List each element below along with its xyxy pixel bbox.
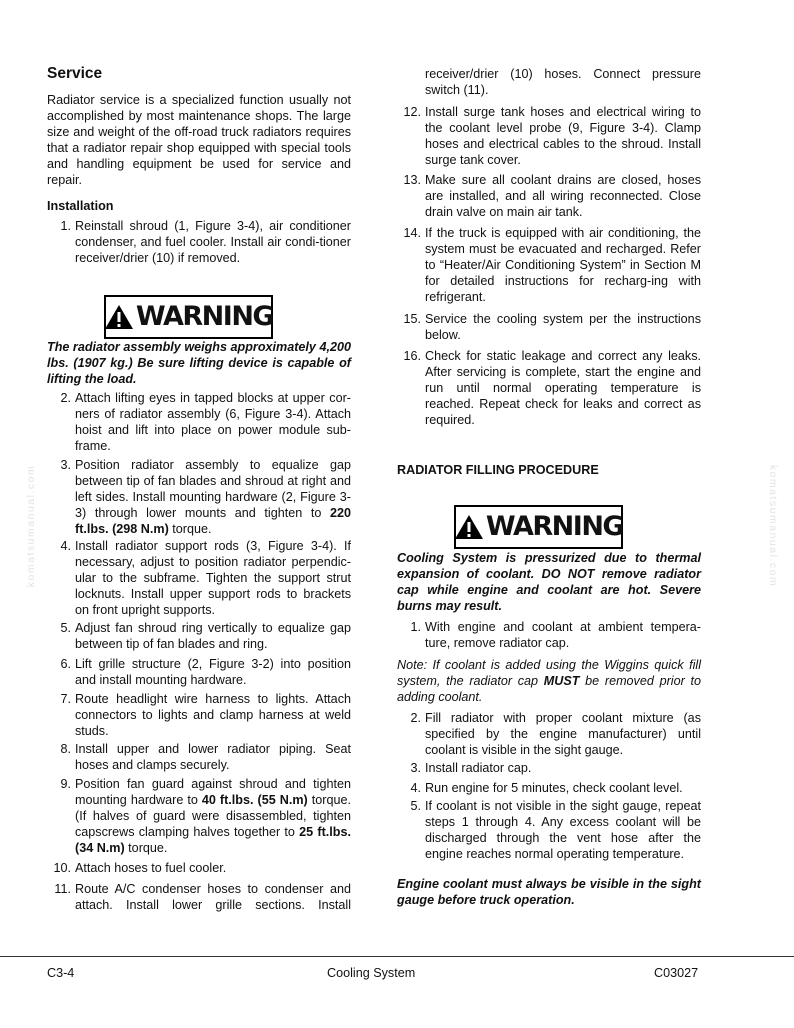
step-text: Install surge tank hoses and electrical wiring to the coolant level probe (9, Figure 3-4). Clamp hoses and electrical cables to the shroud. Install surge tank cover. bbox=[425, 105, 701, 167]
step-text: Service the cooling system per the instructions below. bbox=[425, 312, 701, 342]
step-2 bbox=[60, 390, 351, 454]
step-number: 10. bbox=[53, 861, 71, 875]
fill-step-4 bbox=[410, 780, 701, 796]
step-text-end: torque. bbox=[168, 522, 212, 536]
step-number: 2. bbox=[410, 711, 421, 725]
step-11 bbox=[54, 881, 351, 913]
fill-step-1 bbox=[410, 619, 701, 651]
step-number: 9. bbox=[60, 777, 71, 791]
step-5 bbox=[60, 620, 351, 652]
fill-step-5 bbox=[410, 798, 701, 862]
step-15 bbox=[403, 311, 701, 343]
step-1 bbox=[60, 218, 351, 266]
step-8 bbox=[60, 741, 351, 773]
note-emphasis: MUST bbox=[543, 674, 580, 688]
step-text: Fill radiator with proper coolant mixture (as specified by the engine manufacturer) until coolant is visible in the sight gauge. bbox=[425, 711, 701, 757]
step-10 bbox=[53, 860, 351, 876]
step-14 bbox=[403, 225, 701, 305]
step-number: 4. bbox=[60, 539, 71, 553]
step-number: 5. bbox=[410, 799, 421, 813]
step-number: 16. bbox=[403, 349, 421, 363]
step-text: If the truck is equipped with air conditioning, the system must be evacuated and recharged. Refer to “Heater/Air Conditioning System” in Section M for detailed instructions for recharg-ing with refrigerant. bbox=[425, 226, 701, 304]
step-text: Install radiator cap. bbox=[425, 761, 532, 775]
step-number: 11. bbox=[54, 882, 71, 896]
step-number: 12. bbox=[403, 105, 421, 119]
note-paragraph bbox=[397, 657, 701, 705]
step-text: Route headlight wire harness to lights. Attach connectors to lights and clamp harness at weld studs. bbox=[75, 692, 351, 738]
note-text-end: be removed prior to adding coolant. bbox=[397, 674, 701, 704]
step-7 bbox=[60, 691, 351, 739]
step-number: 6. bbox=[60, 657, 71, 671]
step-text: Position radiator assembly to equalize gap between tip of fan blades and shroud at right and left sides. Install mounting hardware (2, Figure 3-3) through lower mounts and tighten to bbox=[75, 458, 351, 520]
step-number: 5. bbox=[60, 621, 71, 635]
step-13 bbox=[403, 172, 701, 220]
step-11-continued: receiver/drier (10) hoses. Connect pressure switch (11). bbox=[425, 67, 701, 97]
step-text: If coolant is not visible in the sight gauge, repeat steps 1 through 4. Any excess coolant will be discharged through the vent hose after the engine reaches normal operating temperature. bbox=[425, 799, 701, 861]
fill-step-3 bbox=[410, 760, 701, 776]
step-text: Position fan guard against shroud and tighten mounting hardware to bbox=[75, 777, 351, 807]
step-text-end: torque. bbox=[124, 841, 168, 855]
step-text: Adjust fan shroud ring vertically to equalize gap between tip of fan blades and ring. bbox=[75, 621, 351, 651]
section-title: Service bbox=[47, 65, 103, 82]
filling-procedure-heading: RADIATOR FILLING PROCEDURE bbox=[397, 463, 599, 477]
step-text: With engine and coolant at ambient tempera-ture, remove radiator cap. bbox=[425, 620, 701, 650]
watermark-left: komatsumanual.com bbox=[25, 464, 38, 588]
step-text: Install radiator support rods (3, Figure 3-4). If necessary, adjust to position radiator perpendic-ular to the subframe. Tighten the support strut locknuts. Install upper support rods to brackets on front upright supports. bbox=[75, 539, 351, 617]
footer-code: C03027 bbox=[654, 966, 699, 980]
final-warning-text: Engine coolant must always be visible in the sight gauge before truck operation. bbox=[397, 877, 701, 907]
step-4 bbox=[60, 538, 351, 618]
step-text-mid: torque. (If halves of guard were disassembled, tighten capscrews clamping halves together to bbox=[75, 793, 351, 839]
installation-heading: Installation bbox=[47, 199, 114, 213]
step-text: Attach hoses to fuel cooler. bbox=[75, 861, 227, 875]
step-number: 8. bbox=[60, 742, 71, 756]
footer-title: Cooling System bbox=[327, 966, 416, 980]
step-text: Attach lifting eyes in tapped blocks at upper cor-ners of radiator assembly (6, Figure 3-4). Attach hoist and lift into place on power module sub-frame. bbox=[75, 391, 351, 453]
step-number: 7. bbox=[60, 692, 71, 706]
step-3 bbox=[60, 457, 351, 537]
step-number: 1. bbox=[60, 219, 71, 233]
step-number: 1. bbox=[410, 620, 421, 634]
step-number: 4. bbox=[410, 781, 421, 795]
note-text: Note: If coolant is added using the Wiggins quick fill system, the radiator cap bbox=[397, 658, 701, 688]
torque-value: 40 ft.lbs. (55 N.m) bbox=[201, 793, 308, 807]
step-number: 14. bbox=[403, 226, 421, 240]
torque-value: 25 ft.lbs. (34 N.m) bbox=[75, 825, 351, 855]
step-text: Lift grille structure (2, Figure 3-2) into position and install mounting hardware. bbox=[75, 657, 351, 687]
footer-page-number: C3-4 bbox=[47, 966, 75, 980]
step-12 bbox=[403, 104, 701, 168]
warning-text: The radiator assembly weighs approximately 4,200 lbs. (1907 kg.) Be sure lifting device is capable of lifting the load. bbox=[47, 340, 351, 386]
step-16 bbox=[403, 348, 701, 428]
warning-triangle-icon bbox=[454, 514, 484, 540]
step-text: Run engine for 5 minutes, check coolant level. bbox=[425, 781, 683, 795]
warning-text: Cooling System is pressurized due to thermal expansion of coolant. DO NOT remove radiator cap while engine and coolant are hot. Severe burns may result. bbox=[397, 551, 701, 613]
footer-divider bbox=[0, 956, 794, 957]
step-9 bbox=[60, 776, 351, 856]
step-text: Make sure all coolant drains are closed, hoses are installed, and all wiring reconnected. Close drain valve on main air tank. bbox=[425, 173, 701, 219]
torque-value: 220 ft.lbs. (298 N.m) bbox=[75, 506, 351, 536]
step-text: Check for static leakage and correct any leaks. After servicing is complete, start the engine and run until normal operating temperature is reached. Repeat check for leaks and correct as required. bbox=[425, 349, 701, 427]
step-number: 3. bbox=[60, 458, 71, 472]
warning-label: WARNING bbox=[485, 511, 624, 542]
step-number: 2. bbox=[60, 391, 71, 405]
step-text: Install upper and lower radiator piping. Seat hoses and clamps securely. bbox=[75, 742, 351, 772]
intro-paragraph: Radiator service is a specialized function usually not accomplished by most maintenance shops. The large size and weight of the off-road truck radiators requires that a radiator repair shop equipped with special tools and handling equipment be used for service and repair. bbox=[47, 93, 351, 187]
step-6 bbox=[60, 656, 351, 688]
step-text: Reinstall shroud (1, Figure 3-4), air conditioner condenser, and fuel cooler. Install air condi-tioner receiver/drier (10) if removed. bbox=[75, 219, 351, 265]
warning-label: WARNING bbox=[135, 301, 274, 332]
warning-triangle-icon bbox=[104, 304, 134, 330]
step-number: 3. bbox=[410, 761, 421, 775]
step-number: 15. bbox=[403, 312, 421, 326]
fill-step-2 bbox=[410, 710, 701, 758]
watermark-right: komatsumanual.com bbox=[767, 464, 780, 588]
step-text: Route A/C condenser hoses to condenser and attach. Install lower grille sections. Install bbox=[75, 882, 351, 912]
warning-box bbox=[454, 505, 623, 549]
warning-box bbox=[104, 295, 273, 339]
step-number: 13. bbox=[403, 173, 421, 187]
